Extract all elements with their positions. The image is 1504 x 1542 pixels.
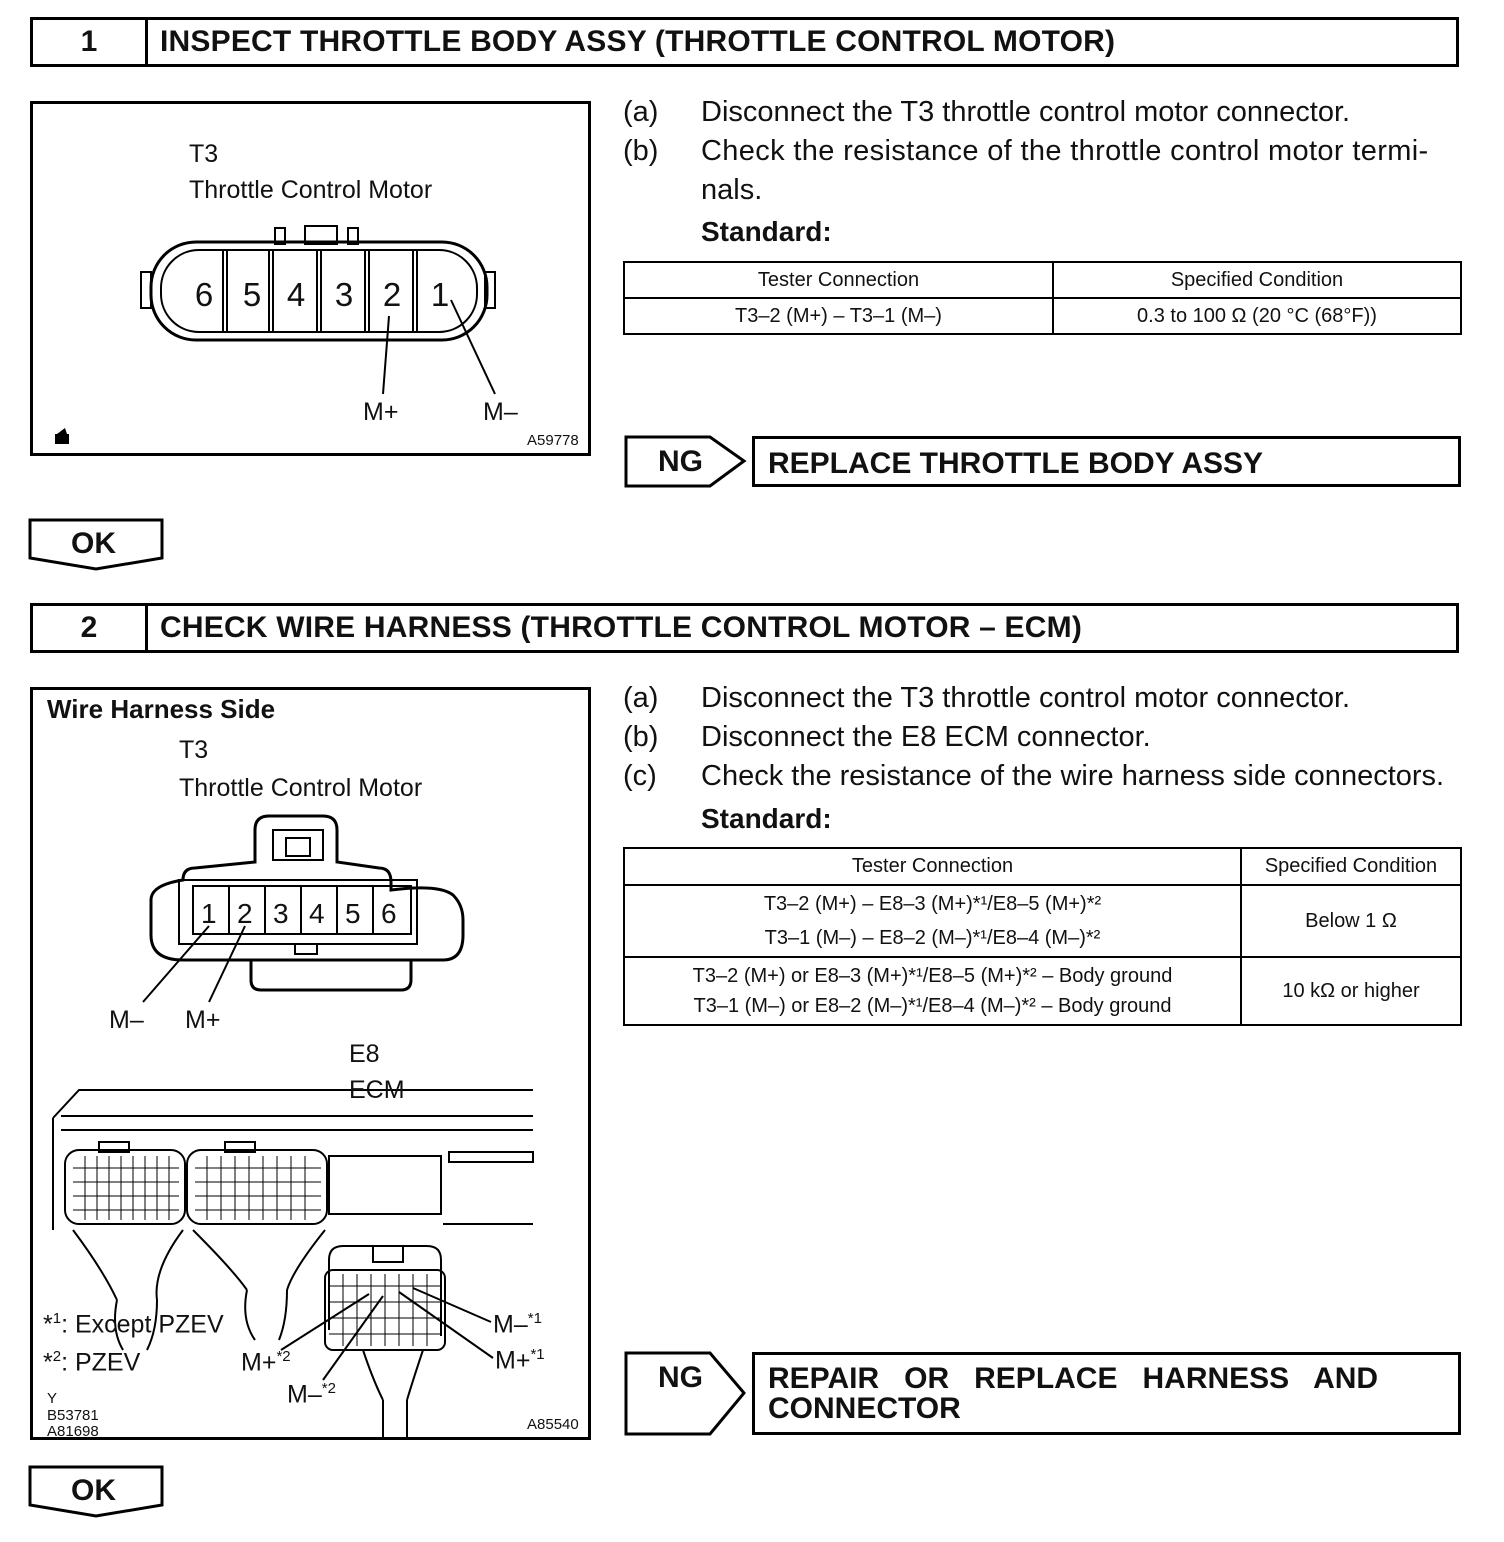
label-sup: *1 — [530, 1346, 545, 1363]
pin-3: 3 — [273, 898, 289, 929]
table-cell — [624, 957, 1241, 1025]
pin-3: 3 — [334, 276, 354, 313]
label-m-plus: M+ — [363, 398, 399, 426]
step-title: INSPECT THROTTLE BODY ASSY (THROTTLE CONTROL MOTOR) — [160, 25, 1116, 58]
table-header: Tester Connection — [624, 262, 1053, 298]
table-header: Specified Condition — [1241, 848, 1461, 885]
note-sup: 2 — [52, 1348, 62, 1365]
pin-4: 4 — [309, 898, 325, 929]
step-text: Disconnect the T3 throttle control motor connector. — [701, 96, 1351, 128]
label-sup: *2 — [321, 1380, 336, 1397]
step-b — [623, 135, 1463, 168]
step-text: Disconnect the E8 ECM connector. — [701, 721, 1151, 753]
pin-5: 5 — [242, 276, 262, 313]
ng-action-line-1: REPAIR OR REPLACE HARNESS AND — [768, 1362, 1379, 1395]
step-letter: (c) — [623, 760, 657, 792]
pin-2: 2 — [237, 898, 253, 929]
label-m-minus-2 — [287, 1380, 336, 1409]
step-text: Disconnect the T3 throttle control motor connector. — [701, 682, 1351, 714]
figure-heading: Wire Harness Side — [47, 694, 276, 724]
label-text: M– — [493, 1310, 528, 1339]
note-1 — [43, 1310, 224, 1339]
step-1-header — [30, 17, 1459, 67]
note-text: : PZEV — [61, 1348, 141, 1377]
connector-id: T3 — [189, 140, 219, 168]
table-header: Specified Condition — [1053, 262, 1461, 298]
table-cell: 10 kΩ or higher — [1241, 957, 1461, 1025]
note-sup: 1 — [52, 1310, 62, 1327]
table-header: Tester Connection — [624, 848, 1241, 885]
ok-label: OK — [71, 1474, 116, 1507]
spec-table-2 — [623, 847, 1462, 1026]
note-mark: * — [43, 1310, 53, 1339]
label-text: M– — [287, 1380, 322, 1409]
figure-code: A59778 — [527, 432, 579, 449]
cell-line: T3–2 (M+) – E8–3 (M+)*¹/E8–5 (M+)*² — [763, 893, 1102, 915]
ng-label: NG — [658, 445, 703, 478]
note-text: : Except PZEV — [61, 1310, 224, 1339]
pin-5: 5 — [345, 898, 361, 929]
step-title: CHECK WIRE HARNESS (THROTTLE CONTROL MOTOR – ECM) — [160, 611, 1083, 644]
code-y: Y — [47, 1390, 58, 1407]
step-text: nals. — [701, 174, 763, 206]
ng-action-box — [752, 436, 1461, 487]
connector-name: Throttle Control Motor — [179, 774, 423, 802]
code-a: A81698 — [47, 1423, 99, 1440]
ecm-id: E8 — [349, 1040, 380, 1068]
label-m-plus-2 — [241, 1348, 291, 1377]
step-text: Check the resistance of the throttle control motor termi- — [701, 135, 1429, 167]
ok-label: OK — [71, 527, 116, 560]
step-letter: (b) — [623, 721, 659, 753]
step-letter: (a) — [623, 682, 659, 714]
label-m-minus: M– — [109, 1006, 144, 1034]
pin-6: 6 — [381, 898, 397, 929]
label-m-plus-1 — [495, 1346, 545, 1375]
step-letter: (a) — [623, 96, 659, 128]
table-cell — [624, 885, 1241, 957]
wire-harness-figure — [30, 687, 591, 1440]
standard-label: Standard: — [701, 803, 832, 834]
connector-id: T3 — [179, 736, 209, 764]
code-b: B53781 — [47, 1407, 99, 1424]
figure-code: A85540 — [527, 1416, 579, 1433]
pin-1: 1 — [430, 276, 450, 313]
pin-2: 2 — [382, 276, 402, 313]
pin-6: 6 — [194, 276, 214, 313]
label-m-plus: M+ — [185, 1006, 221, 1034]
step-text: Check the resistance of the wire harness side connectors. — [701, 760, 1445, 792]
table-cell: 0.3 to 100 Ω (20 °C (68°F)) — [1053, 298, 1461, 334]
step-number: 1 — [33, 20, 148, 64]
step-b-cont — [623, 174, 762, 207]
pin-4: 4 — [286, 276, 306, 313]
ng-action: REPLACE THROTTLE BODY ASSY — [768, 447, 1264, 480]
step-2-header — [30, 603, 1459, 653]
step-number: 2 — [33, 606, 148, 650]
step-a — [623, 682, 1350, 715]
note-mark: * — [43, 1348, 53, 1377]
note-2 — [43, 1348, 140, 1377]
cell-line: T3–1 (M–) – E8–2 (M–)*¹/E8–4 (M–)*² — [764, 927, 1101, 949]
step-letter — [623, 174, 701, 207]
ng-action-line-2: CONNECTOR — [768, 1392, 961, 1425]
step-letter: (b) — [623, 135, 659, 167]
label-sup: *2 — [276, 1348, 291, 1365]
label-m-minus: M– — [483, 398, 518, 426]
step-b — [623, 721, 1151, 754]
table-cell: T3–2 (M+) – T3–1 (M–) — [624, 298, 1053, 334]
pin-1: 1 — [201, 898, 217, 929]
ecm-name: ECM — [349, 1076, 405, 1104]
standard-label: Standard: — [701, 216, 832, 247]
label-sup: *1 — [527, 1310, 542, 1327]
ng-label: NG — [658, 1361, 703, 1394]
label-text: M+ — [241, 1348, 277, 1377]
connector-name: Throttle Control Motor — [189, 176, 433, 204]
cell-line: T3–1 (M–) or E8–2 (M–)*¹/E8–4 (M–)*² – Body ground — [693, 995, 1172, 1017]
step-c — [623, 760, 1444, 793]
step-a — [623, 96, 1350, 129]
table-cell: Below 1 Ω — [1241, 885, 1461, 957]
t3-connector-figure — [30, 101, 591, 456]
label-m-minus-1 — [493, 1310, 542, 1339]
ng-action-box — [752, 1352, 1461, 1435]
label-text: M+ — [495, 1346, 531, 1375]
cell-line: T3–2 (M+) or E8–3 (M+)*¹/E8–5 (M+)*² – Body ground — [692, 965, 1173, 987]
spec-table-1 — [623, 261, 1462, 335]
